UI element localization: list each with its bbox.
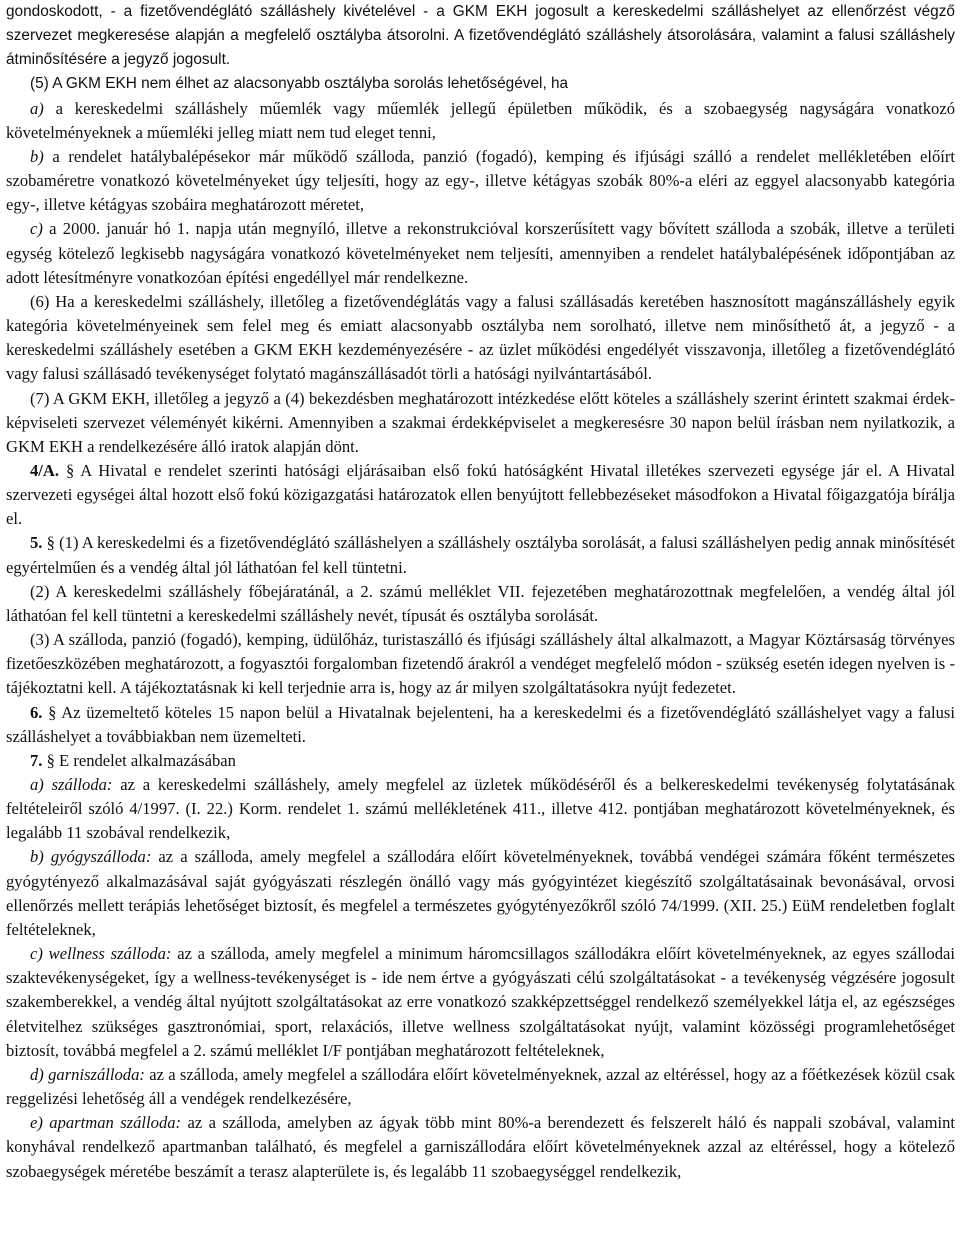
section-number: 7. [30, 750, 47, 770]
paragraph-text: § Az üzemeltető köteles 15 napon belül a Hivatalnak bejelenteni, ha a kereskedelmi és a fizetővendéglátó szálláshelyet vagy a falusi szálláshelyet a továbbiakban nem üzemelteti. [6, 702, 955, 746]
section-number: 5. [30, 533, 47, 553]
paragraph-text: a rendelet hatálybalépésekor már működő szálloda, panzió (fogadó), kemping és ifjúsági szálló a rendelet mellékletében előírt szobaméretre vonatkozó követelményeket úgy teljesíti, hogy az egy-, illetve kétágyas szobák 80%-a eléri az eggyel alacsonyabb kategória egy-, illetve kétágyas szobáira meghatározott méretet, [6, 146, 955, 215]
paragraph-p05 [6, 217, 955, 289]
paragraph-text: az a szálloda, amely megfelel a szállodára előírt követelményeknek, továbbá vendégei számára főként természetes gyógytényező alkalmazásával saját gyógyászati részlegén önálló vagy más gyógyintézet kiegészítő szolgáltatásainak bevonásával, orvosi ellenőrzés mellett terápiás lehetőséget biztosít, és megfelel a természetes gyógytényezőkről szóló 74/1999. (XII. 25.) EüM rendeletben foglalt feltételeknek, [6, 847, 955, 939]
italic-term: b) [30, 146, 44, 166]
italic-term: c) wellness szálloda: [30, 944, 172, 964]
italic-term: a) szálloda: [30, 775, 113, 794]
paragraph-p16 [6, 942, 955, 1063]
paragraph-p15 [6, 845, 955, 942]
italic-term: e) apartman szálloda: [30, 1113, 182, 1133]
paragraph-text: az a szálloda, amely megfelel a szállodára előírt követelményeknek, azzal az eltéréssel, hogy az a főétkezések közül csak reggelizési lehetőség áll a vendégek rendelkezésére, [6, 1064, 955, 1109]
paragraph-p06 [6, 290, 955, 387]
paragraph-p07 [6, 387, 955, 459]
italic-term: a) [30, 98, 44, 118]
paragraph-p18 [6, 1111, 955, 1183]
paragraph-text: § A Hivatal e rendelet szerinti hatósági eljárásaiban első fokú hatóságként Hivatal illetékes szervezeti egysége jár el. A Hivatal szervezeti egységei által hozott első fokú közigazgatási határozatok ellen benyújtott fellebbezéseket másodfokon a Hivatal főigazgatója bírálja el. [6, 460, 956, 529]
paragraph-text: (2) A kereskedelmi szálláshely főbejáratánál, a 2. számú melléklet VII. fejezetében meghatározottnak megfelelően, a vendég által jól láthatóan fel kell tüntetni a kereskedelmi szálláshely nevét, típusát és osztályba sorolását. [6, 581, 955, 625]
paragraph-p04 [6, 145, 955, 217]
paragraph-p10 [6, 580, 955, 628]
paragraph-text: a 2000. január hó 1. napja után megnyíló, illetve a rekonstrukcióval korszerűsített vagy bővített szálloda a szobák, illetve a területi egység kötelező legkisebb nagyságára vonatkozó követelményeket nem teljesíti, amennyiben a rendelet hatálybalépésének időpontjában az adott létesítményre vonatkozóan építési engedéllyel már rendelkezne. [6, 219, 955, 287]
italic-term: d) garniszálloda: [30, 1064, 145, 1084]
paragraph-text: (6) Ha a kereskedelmi szálláshely, illetőleg a fizetővendéglátás vagy a falusi szállásadás keretében hasznosított magánszálláshely egyik kategória követelményeinek sem felel meg és emiatt alacsonyabb osztályba nem sorolható, illetve nem minősíthető át, a jegyző - a kereskedelmi szálláshely esetében a GKM EKH kezdeményezésére - az üzlet működési engedélyét visszavonja, illetőleg a fizetővendéglátó vagy falusi szállásadó tevékenységet folytató magánszállásadót törli a hatósági nyilvántartásából. [6, 291, 955, 384]
paragraph-text: a kereskedelmi szálláshely műemlék vagy műemlék jellegű épületben működik, és a szobaegység nagyságára vonatkozó követelményeknek a műemléki jelleg miatt nem tud eleget tenni, [6, 98, 955, 142]
paragraph-text: az a szálloda, amely megfelel a minimum háromcsillagos szállodákra előírt követelményeknek, az egyes szállodai szaktevékenységeket, így a wellness-tevékenységet is - ide nem értve a gyógyászati célú szolgáltatásokat - a tevékenység végzésére jogosult szakemberekkel, a vendég által nyújtott szolgáltatásokat az erre vonatkozó szakképzettséggel rendelkező személyekkel látja el, az egészséges életvitelhez szükséges gasztronómiai, sport, relaxációs, illetve wellness szolgáltatásokat nyújt, valamint közösségi programlehetőséget biztosít, továbbá megfelel a 2. számú melléklet I/F pontjában meghatározott feltételeknek, [6, 944, 955, 1060]
paragraph-text: (5) A GKM EKH nem élhet az alacsonyabb osztályba sorolás lehetőségével, ha [30, 75, 569, 93]
paragraph-text: az a kereskedelmi szálláshely, amely megfelel az üzletek működéséről és a belkereskedelmi tevékenység folytatásának feltételeiről szóló 4/1997. (I. 22.) Korm. rendelet 1. számú mellékletének 411., illetve 412. pontjában meghatározott követelményeknek, és legalább 11 szobával rendelkezik, [6, 775, 955, 843]
paragraph-text: § E rendelet alkalmazásában [46, 750, 236, 770]
paragraph-text: az a szálloda, amelyben az ágyak több mint 80%-a berendezett és felszerelt háló és nappali szobával, valamint konyhával rendelkező apartmanban található, és megfelel a garniszállodára előírt követelményeknek azzal az eltéréssel, hogy a kötelező szobaegységek méretébe beszámít a terasz alapterülete is, és legalább 11 szobaegységgel rendelkezik, [6, 1113, 955, 1181]
paragraph-text: gondoskodott, - a fizetővendéglátó szálláshely kivételével - a GKM EKH jogosult a kereskedelmi szálláshelyet az ellenőrzést végző szervezet megkeresése alapján a megfelelő osztályba átsorolni. A fizetővendéglátó szálláshely átsorolására, valamint a falusi szálláshely átminősítésére a jegyző jogosult. [6, 3, 955, 69]
paragraph-text: (7) A GKM EKH, illetőleg a jegyző a (4) bekezdésben meghatározott intézkedése előtt köteles a szálláshely szerint érintett szakmai érdek-képviseleti szervezet véleményét kikérni. Amennyiben a szakmai érdekképviselet a megkeresésre 30 napon belül írásban nem nyilatkozik, a GKM EKH a rendelkezésére álló iratok alapján dönt. [6, 388, 955, 456]
section-number: 6. [30, 702, 49, 722]
paragraph-p14 [6, 773, 955, 845]
paragraph-text: (3) A szálloda, panzió (fogadó), kemping, üdülőház, turistaszálló és ifjúsági szálláshely által alkalmazott, a Magyar Köztársaság törvényes fizetőeszközében meghatározott, a fogyasztói forgalomban fizetendő árakról a vendéget megfelelő módon - szükség esetén idegen nyelven is - tájékoztatni kell. A tájékoztatásnak ki kell terjednie arra is, hogy az ár milyen szolgáltatásokra nyújt fedezetet. [6, 630, 955, 698]
paragraph-p13 [6, 749, 955, 773]
paragraph-p03 [6, 97, 955, 145]
italic-term: b) gyógyszálloda: [30, 847, 152, 867]
paragraph-text: § (1) A kereskedelmi és a fizetővendéglátó szálláshelyen a szálláshely osztályba sorolását, a falusi szálláshelyen pedig annak minősítését egyértelműen és a vendég által jól láthatóan fel kell tüntetni. [6, 533, 955, 577]
section-number: 4/A. [30, 460, 66, 480]
paragraph-p11 [6, 628, 955, 700]
paragraph-p12 [6, 701, 955, 749]
paragraph-p08 [6, 459, 955, 531]
paragraph-p09 [6, 531, 955, 579]
paragraph-p01 [6, 0, 955, 72]
italic-term: c) [30, 219, 43, 239]
paragraph-p02 [6, 72, 955, 96]
paragraph-p17 [6, 1063, 955, 1111]
